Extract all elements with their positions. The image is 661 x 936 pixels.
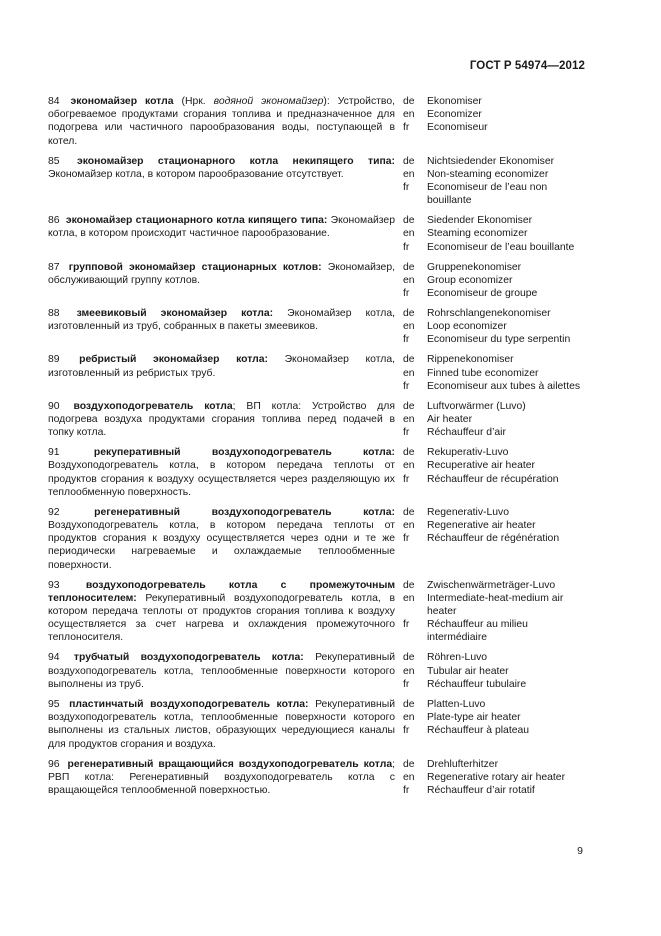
foreign-term: Rippenekonomiser xyxy=(427,354,514,366)
term-definition xyxy=(48,214,395,254)
foreign-terms xyxy=(427,261,588,301)
term-name: ребристый экономайзер котла: xyxy=(79,354,269,366)
term-text: Рекуперативный воздухоподогреватель котла, теплообменные поверхности которого выполнены из труб. xyxy=(48,652,396,690)
term-text: Экономайзер котла, изготовленный из труб, собранных в пакеты змеевиков. xyxy=(48,308,395,333)
foreign-term: Röhren-Luvo xyxy=(427,652,488,664)
term-name: воздухоподогреватель котла с промежуточным теплоносителем: xyxy=(48,579,396,604)
term-number: 93 xyxy=(48,579,60,591)
language-codes xyxy=(395,353,427,393)
term-name: экономайзер котла xyxy=(70,96,174,107)
term-text: ): Устройство, обогреваемое продуктами сгорания топлива и предназначенное для подогрева или частичного парообразования воды, поступающей в котел. xyxy=(48,96,395,147)
term-definition xyxy=(48,261,395,301)
foreign-term: Regenerativ-Luvo xyxy=(427,506,510,518)
term-entry xyxy=(48,446,588,499)
language-codes xyxy=(395,651,427,691)
lang-code: en xyxy=(403,665,415,677)
term-entry xyxy=(48,95,588,148)
lang-code: de xyxy=(403,579,415,591)
lang-code: fr xyxy=(403,784,410,796)
lang-code: fr xyxy=(403,122,410,134)
term-text: Рекуперативный воздухоподогреватель котла, в котором передача теплоты от продуктов сгорания топлива к воздуху осуществляется за счет нагрева и охлаждения промежуточного теплоносителя. xyxy=(48,592,395,644)
foreign-term: Réchauffeur de récupération xyxy=(427,473,559,485)
term-number: 86 xyxy=(48,215,60,227)
term-entry xyxy=(48,214,588,254)
lang-code: en xyxy=(403,414,415,426)
language-codes xyxy=(395,446,427,499)
lang-code: en xyxy=(403,712,415,724)
term-definition xyxy=(48,698,395,751)
foreign-terms xyxy=(427,651,588,691)
term-name: групповой экономайзер стационарных котлов: xyxy=(68,261,322,273)
terms-list xyxy=(48,95,588,804)
lang-code: fr xyxy=(403,678,410,690)
term-definition xyxy=(48,307,395,347)
foreign-term: Réchauffeur au milieu intermédiaire xyxy=(427,619,528,644)
foreign-terms xyxy=(427,400,588,440)
page-number: 9 xyxy=(577,845,583,857)
term-entry xyxy=(48,506,588,572)
foreign-term: Regenerative air heater xyxy=(427,520,536,532)
foreign-terms xyxy=(427,214,588,254)
lang-code: en xyxy=(403,228,415,240)
term-name: экономайзер стационарного котла кипящего типа: xyxy=(65,215,328,227)
lang-code: fr xyxy=(403,725,410,737)
foreign-term: Luftvorwärmer (Luvo) xyxy=(427,400,526,412)
term-entry xyxy=(48,579,588,645)
lang-code: de xyxy=(403,261,415,273)
language-codes xyxy=(395,506,427,572)
foreign-term: Air heater xyxy=(427,414,473,426)
foreign-term: Plate-type air heater xyxy=(427,712,521,724)
foreign-term: Rohrschlangenekonomiser xyxy=(427,308,551,320)
term-entry xyxy=(48,758,588,798)
term-name: змеевиковый экономайзер котла: xyxy=(76,308,274,320)
foreign-term: Réchauffeur tubulaire xyxy=(427,678,527,690)
foreign-term: Zwischenwärmeträger-Luvo xyxy=(427,579,556,591)
lang-code: en xyxy=(403,771,415,783)
foreign-term: Recuperative air heater xyxy=(427,460,536,472)
lang-code: de xyxy=(403,308,415,320)
foreign-terms xyxy=(427,95,588,148)
lang-code: fr xyxy=(403,427,410,439)
foreign-term: Regenerative rotary air heater xyxy=(427,771,566,783)
term-name: экономайзер стационарного котла некипящего типа: xyxy=(76,155,396,167)
term-number: 84 xyxy=(48,96,60,107)
term-number: 95 xyxy=(48,698,60,710)
term-definition xyxy=(48,400,395,440)
foreign-terms xyxy=(427,698,588,751)
foreign-term: Nichtsiedender Ekonomiser xyxy=(427,155,555,167)
term-text: (Нрк. xyxy=(173,96,214,107)
foreign-term: Rekuperativ-Luvo xyxy=(427,447,509,459)
language-codes xyxy=(395,307,427,347)
lang-code: fr xyxy=(403,533,410,545)
term-entry xyxy=(48,155,588,208)
term-name: воздухоподогреватель котла xyxy=(73,400,233,412)
term-definition xyxy=(48,353,395,393)
lang-code: fr xyxy=(403,334,410,346)
foreign-terms xyxy=(427,758,588,798)
term-text: Экономайзер котла, в котором парообразование отсутствует. xyxy=(48,168,344,180)
lang-code: de xyxy=(403,758,415,770)
term-text: Рекуперативный воздухоподогреватель котла, теплообменные поверхности которого выполнены из стальных листов, образующих чередующиеся каналы для продуктов сгорания и воздуха. xyxy=(48,698,396,750)
lang-code: fr xyxy=(403,288,410,299)
lang-code: fr xyxy=(403,241,410,253)
term-number: 96 xyxy=(48,758,60,770)
term-number: 87 xyxy=(48,261,60,273)
foreign-terms xyxy=(427,353,588,393)
foreign-term: Siedender Ekonomiser xyxy=(427,215,533,227)
lang-code: en xyxy=(403,168,415,180)
language-codes xyxy=(395,758,427,798)
term-entry xyxy=(48,651,588,691)
language-codes xyxy=(395,400,427,440)
lang-code: de xyxy=(403,447,415,459)
term-number: 85 xyxy=(48,155,60,167)
foreign-term: Economizer xyxy=(427,109,482,121)
foreign-terms xyxy=(427,307,588,347)
term-number: 92 xyxy=(48,506,60,518)
term-text: Экономайзер котла, изготовленный из ребристых труб. xyxy=(48,354,395,379)
term-definition xyxy=(48,95,395,148)
foreign-term: Economiseur de l’eau bouillante xyxy=(427,241,575,253)
foreign-term: Economiseur de groupe xyxy=(427,288,538,300)
term-number: 90 xyxy=(48,400,60,412)
foreign-term: Economiseur aux tubes à ailettes xyxy=(427,380,581,392)
term-definition xyxy=(48,758,395,798)
lang-code: en xyxy=(403,274,415,286)
page-header: ГОСТ Р 54974—2012 xyxy=(469,60,585,72)
term-entry xyxy=(48,400,588,440)
term-text: Экономайзер котла, в котором происходит частичное парообразование. xyxy=(48,215,395,240)
foreign-term: Finned tube economizer xyxy=(427,367,539,379)
lang-code: en xyxy=(403,109,415,121)
language-codes xyxy=(395,155,427,208)
term-number: 88 xyxy=(48,308,60,320)
lang-code: en xyxy=(403,592,415,604)
foreign-terms xyxy=(427,155,588,208)
foreign-term: Réchauffeur d’air rotatif xyxy=(427,784,535,796)
foreign-term: Steaming economizer xyxy=(427,228,528,240)
foreign-term: Economiseur du type serpentin xyxy=(427,334,571,346)
lang-code: de xyxy=(403,652,415,664)
term-alternative: водяной экономайзер xyxy=(213,96,324,107)
term-text: ; РВП котла: Регенеративный воздухоподогреватель котла с вращающейся теплообменной поверхностью. xyxy=(48,758,395,796)
term-definition xyxy=(48,506,395,572)
term-number: 91 xyxy=(48,447,60,459)
term-definition xyxy=(48,579,395,645)
language-codes xyxy=(395,698,427,751)
foreign-term: Réchauffeur à plateau xyxy=(427,725,530,737)
lang-code: en xyxy=(403,460,415,472)
term-name: регенеративный вращающийся воздухоподогреватель котла xyxy=(67,758,393,770)
foreign-terms xyxy=(427,506,588,572)
foreign-term: Economiseur xyxy=(427,122,488,134)
term-text: ; ВП котла: Устройство для подогрева воздуха продуктами сгорания топлива перед подачей в топку котла. xyxy=(48,400,395,439)
foreign-term: Tubular air heater xyxy=(427,665,509,677)
lang-code: fr xyxy=(403,473,410,485)
term-name: рекуперативный воздухоподогреватель котла: xyxy=(93,447,395,459)
lang-code: fr xyxy=(403,380,410,392)
term-definition xyxy=(48,446,395,499)
language-codes xyxy=(395,95,427,148)
lang-code: en xyxy=(403,321,415,333)
term-definition xyxy=(48,651,395,691)
lang-code: de xyxy=(403,215,415,227)
lang-code: de xyxy=(403,155,415,167)
term-name: регенеративный воздухоподогреватель котла: xyxy=(94,506,396,518)
lang-code: de xyxy=(403,400,415,412)
foreign-term: Drehlufterhitzer xyxy=(427,758,499,770)
lang-code: de xyxy=(403,698,415,710)
term-text: Экономайзер, обслуживающий группу котлов. xyxy=(48,261,395,286)
language-codes xyxy=(395,261,427,301)
term-text: Воздухоподогреватель котла, в котором передача теплоты от продуктов сгорания к воздуху осуществляется через одни и те же периодически нагреваемые и охлаждаемые теплообменные поверхности. xyxy=(48,520,395,571)
term-entry xyxy=(48,353,588,393)
term-number: 94 xyxy=(48,652,60,664)
lang-code: en xyxy=(403,520,415,532)
foreign-term: Réchauffeur de régénération xyxy=(427,533,560,545)
term-text: Воздухоподогреватель котла, в котором передача теплоты от продуктов сгорания к воздуху осуществляется через разделяющую их теплообменную поверхность. xyxy=(48,460,395,498)
foreign-term: Group economizer xyxy=(427,274,513,286)
term-entry xyxy=(48,261,588,301)
foreign-term: Loop economizer xyxy=(427,321,507,333)
foreign-term: Gruppenekonomiser xyxy=(427,261,522,273)
term-definition xyxy=(48,155,395,208)
lang-code: de xyxy=(403,96,415,107)
foreign-terms xyxy=(427,446,588,499)
foreign-term: Intermediate-heat-medium air heater xyxy=(427,592,564,618)
language-codes xyxy=(395,579,427,645)
lang-code: fr xyxy=(403,619,410,631)
foreign-term: Réchauffeur d’air xyxy=(427,427,506,439)
foreign-terms xyxy=(427,579,588,645)
foreign-term: Non-steaming economizer xyxy=(427,168,549,180)
term-name: трубчатый воздухоподогреватель котла: xyxy=(73,652,304,664)
term-entry xyxy=(48,307,588,347)
term-name: пластинчатый воздухоподогреватель котла: xyxy=(69,698,309,710)
lang-code: de xyxy=(403,506,415,518)
language-codes xyxy=(395,214,427,254)
foreign-term: Platten-Luvo xyxy=(427,698,486,710)
lang-code: fr xyxy=(403,181,410,193)
lang-code: en xyxy=(403,367,415,379)
foreign-term: Economiseur de l’eau non bouillante xyxy=(427,182,548,207)
term-entry xyxy=(48,698,588,751)
term-number: 89 xyxy=(48,354,60,366)
foreign-term: Ekonomiser xyxy=(427,96,482,107)
lang-code: de xyxy=(403,354,415,366)
lang-code xyxy=(403,605,427,618)
